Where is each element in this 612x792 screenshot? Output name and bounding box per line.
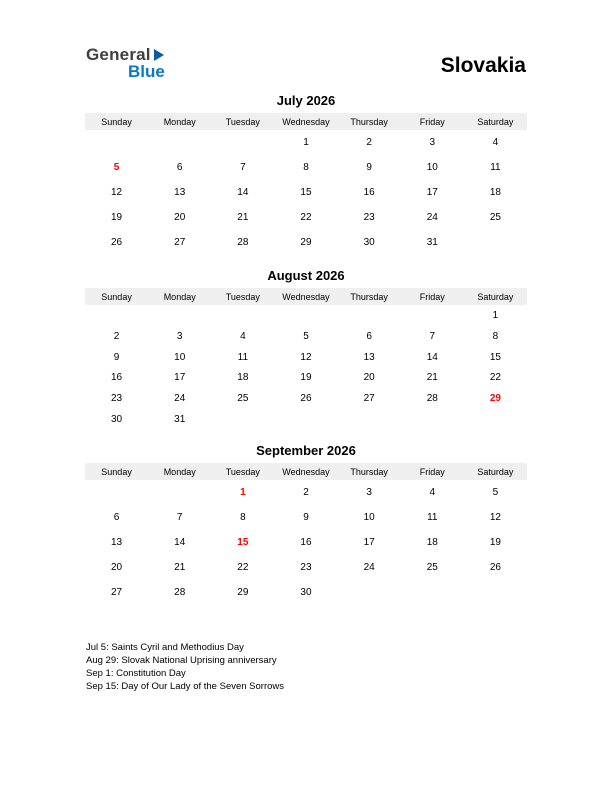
empty-cell [211,130,274,155]
day-cell: 28 [426,393,438,405]
week-row [85,409,527,430]
day-cell: 28 [174,587,186,598]
day-cell: 4 [240,330,246,342]
day-cell: 9 [113,351,120,363]
week-row [85,326,527,347]
day-cell: 7 [176,512,183,523]
day-cell: 24 [363,562,375,573]
day-cell: 17 [426,187,438,198]
day-cell: 18 [237,372,249,384]
week-row [85,530,527,555]
page-title: Slovakia [440,54,526,77]
day-cell: 8 [240,512,246,523]
day-cell: 16 [300,537,312,548]
day-cell: 5 [113,162,120,173]
day-cell: 10 [174,351,186,363]
day-cell: 11 [427,512,438,523]
month-section-september [0,443,612,605]
day-header: Sunday [85,463,148,480]
day-cell: 11 [237,351,249,363]
day-cell: 26 [489,562,501,573]
day-cell: 26 [300,393,312,405]
note-item: Sep 15: Day of Our Lady of the Seven Sorrows [86,681,285,692]
day-cell: 16 [111,372,123,384]
day-cell: 23 [300,562,312,573]
day-cell: 29 [489,393,501,405]
day-cell: 2 [113,330,120,342]
day-cell: 2 [366,137,372,148]
empty-cell [464,580,527,605]
empty-cell [338,409,401,430]
day-cell: 20 [174,212,186,223]
week-row [85,230,527,255]
empty-cell [338,305,401,326]
week-row [85,367,527,388]
day-cell: 24 [426,212,438,223]
day-cell: 25 [489,212,501,223]
month-section-july [0,93,612,255]
day-cell: 6 [176,162,183,173]
day-cell: 22 [237,562,249,573]
day-cell: 27 [111,587,123,598]
day-header: Monday [148,288,211,305]
day-cell: 5 [303,330,309,342]
day-header: Sunday [85,113,148,130]
empty-cell [148,480,211,505]
month-section-august [0,268,612,430]
month-title: September 2026 [256,443,356,458]
day-header: Saturday [464,113,527,130]
day-cell: 30 [300,587,312,598]
day-cell: 3 [176,330,183,342]
day-cell: 13 [363,351,375,363]
day-cell: 10 [363,512,375,523]
day-cell: 11 [490,162,501,173]
calendar-table [85,288,527,430]
week-row [85,180,527,205]
day-cell: 2 [303,487,309,498]
empty-cell [464,230,527,255]
day-cell: 10 [426,162,438,173]
day-cell: 16 [363,187,375,198]
day-cell: 21 [174,562,186,573]
day-cell: 14 [426,351,438,363]
day-header: Friday [401,288,464,305]
day-cell: 27 [174,237,186,248]
day-cell: 20 [111,562,123,573]
day-cell: 17 [174,372,186,384]
empty-cell [274,305,337,326]
day-cell: 12 [300,351,312,363]
day-cell: 30 [111,414,123,426]
day-cell: 7 [429,330,436,342]
holiday-notes [86,641,612,693]
day-cell: 3 [429,137,436,148]
day-cell: 25 [426,562,438,573]
day-cell: 9 [366,162,372,173]
empty-cell [338,580,401,605]
day-cell: 18 [489,187,501,198]
day-header: Tuesday [211,463,274,480]
day-header: Tuesday [211,113,274,130]
day-cell: 4 [429,487,436,498]
month-title: July 2026 [276,93,336,108]
note-item: Jul 5: Saints Cyril and Methodius Day [86,642,244,653]
week-row [85,580,527,605]
page-header [0,0,612,80]
day-cell: 15 [489,351,501,363]
day-header: Monday [148,113,211,130]
day-cell: 31 [174,414,186,426]
week-row [85,555,527,580]
day-header: Friday [401,113,464,130]
week-row [85,205,527,230]
week-row [85,305,527,326]
day-cell: 8 [303,162,309,173]
logo-word-blue: Blue [128,62,165,81]
day-cell: 25 [237,393,249,405]
day-cell: 1 [303,137,309,148]
day-cell: 22 [489,372,501,384]
week-row [85,130,527,155]
empty-cell [148,130,211,155]
day-header: Thursday [338,113,401,130]
empty-cell [85,305,148,326]
day-cell: 20 [363,372,375,384]
day-header: Friday [401,463,464,480]
calendar-table [85,113,527,255]
day-header: Wednesday [274,463,337,480]
day-header: Wednesday [274,113,337,130]
day-cell: 26 [111,237,123,248]
week-row [85,480,527,505]
day-cell: 12 [111,187,123,198]
note-item: Sep 1: Constitution Day [86,668,186,679]
day-cell: 23 [363,212,375,223]
empty-cell [401,409,464,430]
empty-cell [85,130,148,155]
day-cell: 22 [300,212,312,223]
day-cell: 1 [492,309,499,321]
empty-cell [211,409,274,430]
logo-word-general: General [86,45,151,64]
general-blue-logo [86,46,165,80]
day-cell: 15 [300,187,312,198]
day-cell: 6 [366,330,372,342]
day-cell: 4 [492,137,499,148]
empty-cell [148,305,211,326]
day-cell: 21 [237,212,249,223]
day-cell: 19 [300,372,312,384]
day-cell: 21 [426,372,438,384]
empty-cell [211,305,274,326]
day-cell: 6 [113,512,120,523]
day-cell: 19 [111,212,123,223]
day-header: Tuesday [211,288,274,305]
day-header: Sunday [85,288,148,305]
week-row [85,347,527,368]
note-item: Aug 29: Slovak National Uprising anniversary [86,655,277,666]
day-cell: 29 [237,587,249,598]
day-header: Thursday [338,463,401,480]
day-cell: 5 [492,487,499,498]
day-cell: 8 [492,330,499,342]
empty-cell [401,305,464,326]
week-row [85,155,527,180]
logo-line-general [86,46,165,63]
day-cell: 31 [426,237,438,248]
day-cell: 17 [363,537,375,548]
day-cell: 13 [111,537,123,548]
empty-cell [85,480,148,505]
day-cell: 14 [237,187,249,198]
day-header: Wednesday [274,288,337,305]
day-cell: 23 [111,393,123,405]
day-cell: 3 [366,487,372,498]
day-header: Saturday [464,463,527,480]
day-cell: 14 [174,537,186,548]
day-cell: 28 [237,237,249,248]
day-cell: 13 [174,187,186,198]
day-cell: 18 [426,537,438,548]
day-header: Saturday [464,288,527,305]
day-header: Thursday [338,288,401,305]
empty-cell [401,580,464,605]
day-cell: 29 [300,237,312,248]
day-cell: 9 [303,512,309,523]
day-cell: 30 [363,237,375,248]
empty-cell [274,409,337,430]
day-cell: 27 [363,393,375,405]
month-title: August 2026 [267,268,345,283]
logo-triangle-icon [154,49,164,61]
day-cell: 7 [240,162,246,173]
empty-cell [464,409,527,430]
day-cell: 19 [489,537,501,548]
day-header: Monday [148,463,211,480]
calendar-table [85,463,527,605]
day-cell: 12 [489,512,501,523]
day-cell: 15 [237,537,249,548]
week-row [85,388,527,409]
week-row [85,505,527,530]
day-cell: 24 [174,393,186,405]
day-cell: 1 [240,487,246,498]
